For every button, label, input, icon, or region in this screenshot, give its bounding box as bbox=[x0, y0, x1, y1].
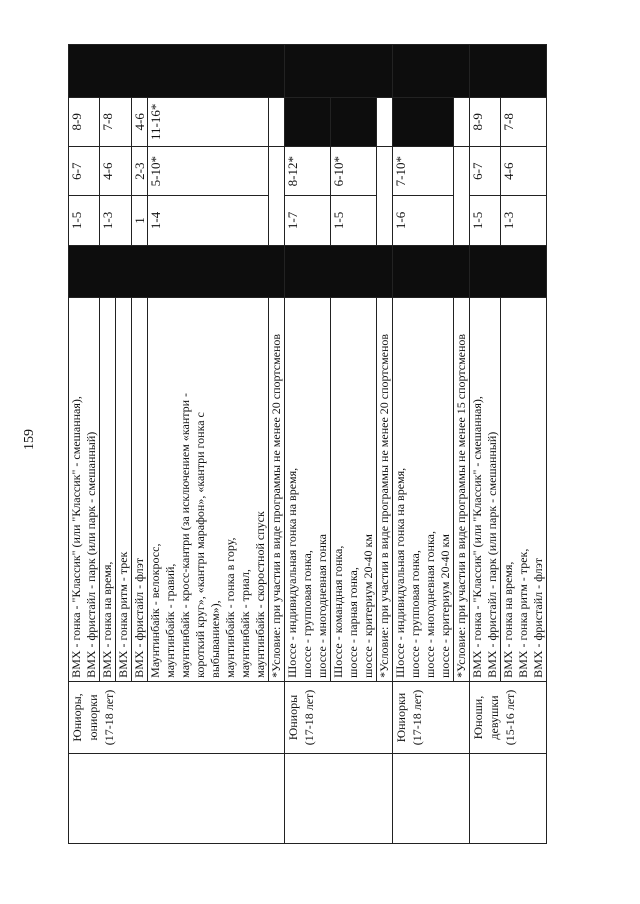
rotated-table-container bbox=[68, 44, 608, 844]
place-cell: 4-6 bbox=[100, 147, 132, 196]
empty-cell bbox=[393, 754, 470, 844]
shaded-cell bbox=[393, 97, 454, 146]
place-cell: 8-9 bbox=[69, 97, 100, 146]
place-cell: 5-10* bbox=[148, 147, 269, 196]
page-number: 159 bbox=[22, 429, 37, 450]
age-group-cell: Юноши, девушки (15-16 лет) bbox=[470, 681, 547, 753]
age-group-cell: Юниоры (17-18 лет) bbox=[285, 681, 393, 753]
empty-cell bbox=[285, 754, 393, 844]
shaded-cell bbox=[331, 97, 377, 146]
place-cell: 7-8 bbox=[100, 97, 132, 146]
ranking-table bbox=[68, 44, 547, 844]
place-cell: 4-6 bbox=[132, 97, 148, 146]
discipline-cell: Маунтинбайк - велокросс, маунтинбайк - гравий, маунтинбайк - кросс-кантри (за исключением «кантри - короткий круг», «кантри марафон», «кантри гонка с выбыванием»), маунтинбайк - гонка в гору, маунтинбайк - триал, маунтинбайк - скоростной спуск bbox=[148, 298, 269, 682]
shaded-cell bbox=[69, 245, 285, 298]
shaded-cell bbox=[285, 45, 393, 98]
discipline-cell: ВМХ - гонка на время, bbox=[100, 298, 116, 682]
table-row bbox=[393, 45, 454, 844]
place-cell: 8-12* bbox=[285, 147, 331, 196]
place-cell: 1-3 bbox=[100, 196, 132, 245]
place-cell: 1-6 bbox=[393, 196, 454, 245]
shaded-cell bbox=[470, 45, 547, 98]
place-cell: 1-3 bbox=[501, 196, 547, 245]
age-group-cell: Юниоры, юниорки (17-18 лет) bbox=[69, 681, 285, 753]
discipline-cell: ВМХ - гонка - "Классик" (или "Классик" - смешанная), ВМХ - фристайл - парк (или парк - смешанный) bbox=[69, 298, 100, 682]
place-cell: 2-3 bbox=[132, 147, 148, 196]
place-cell: 1-7 bbox=[285, 196, 331, 245]
place-cell: 1-5 bbox=[470, 196, 501, 245]
place-cell: 11-16* bbox=[148, 97, 269, 146]
condition-note: *Условие: при участии в виде программы не менее 15 спортсменов bbox=[454, 147, 470, 682]
empty-cell bbox=[470, 754, 547, 844]
shaded-cell bbox=[470, 245, 547, 298]
discipline-cell: Шоссе - индивидуальная гонка на время, шоссе - групповая гонка, шоссе - многодневная гонка, шоссе - критериум 20-40 км bbox=[393, 298, 454, 682]
discipline-cell: Шоссе - индивидуальная гонка на время, шоссе - групповая гонка, шоссе - многодневная гонка bbox=[285, 298, 331, 682]
shaded-cell bbox=[69, 45, 285, 98]
table-row bbox=[470, 45, 501, 844]
shaded-cell bbox=[285, 97, 331, 146]
place-cell: 1 bbox=[132, 196, 148, 245]
discipline-cell: ВМХ - гонка ритм - трек bbox=[116, 298, 132, 682]
condition-note: *Условие: при участии в виде программы не менее 20 спортсменов bbox=[377, 147, 393, 682]
place-cell: 1-5 bbox=[69, 196, 100, 245]
discipline-cell: ВМХ - гонка на время, ВМХ - гонка ритм - трек, ВМХ - фристайл - флэт bbox=[501, 298, 547, 682]
place-cell: 1-4 bbox=[148, 196, 269, 245]
discipline-cell: ВМХ - фристайл - флэт bbox=[132, 298, 148, 682]
place-cell: 7-8 bbox=[501, 97, 547, 146]
place-cell: 7-10* bbox=[393, 147, 454, 196]
discipline-cell: ВМХ - гонка - "Классик" (или "Классик" - смешанная), ВМХ - фристайл - парк (или парк - смешанный) bbox=[470, 298, 501, 682]
empty-cell bbox=[69, 754, 285, 844]
place-cell: 4-6 bbox=[501, 147, 547, 196]
place-cell: 6-7 bbox=[69, 147, 100, 196]
place-cell: 8-9 bbox=[470, 97, 501, 146]
table-row bbox=[69, 45, 100, 844]
place-cell: 6-7 bbox=[470, 147, 501, 196]
discipline-cell: Шоссе - командная гонка, шоссе - парная гонка, шоссе - критериум 20-40 км bbox=[331, 298, 377, 682]
place-cell: 1-5 bbox=[331, 196, 377, 245]
age-group-cell: Юниорки (17-18 лет) bbox=[393, 681, 470, 753]
shaded-cell bbox=[393, 45, 470, 98]
condition-note: *Условие: при участии в виде программы не менее 20 спортсменов bbox=[269, 147, 285, 682]
place-cell: 6-10* bbox=[331, 147, 377, 196]
table-row bbox=[285, 45, 331, 844]
